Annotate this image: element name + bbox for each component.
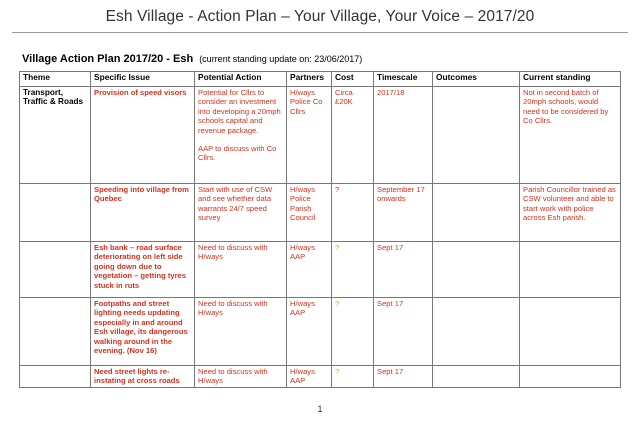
action-cell: Need to discuss with H/ways <box>195 242 287 298</box>
theme-cell <box>20 366 91 388</box>
action-text-secondary: AAP to discuss with Co Cllrs. <box>198 144 277 163</box>
table-row <box>20 366 621 388</box>
plan-subtitle <box>22 53 362 65</box>
outcomes-cell <box>433 184 520 242</box>
column-header: Cost <box>332 72 374 87</box>
action-cell: Need to discuss with H/ways <box>195 366 287 388</box>
table-header-row <box>20 72 621 87</box>
page-number: 1 <box>317 404 323 414</box>
cost-cell: ? <box>332 184 374 242</box>
timescale-cell: September 17 onwards <box>374 184 433 242</box>
partners-cell: H/ways Police Parish Council <box>287 184 332 242</box>
cost-cell: ? <box>332 242 374 298</box>
timescale-cell: Sept 17 <box>374 242 433 298</box>
update-note: (current standing update on: 23/06/2017) <box>199 54 363 64</box>
action-cell <box>195 87 287 184</box>
partners-cell: H/ways AAP <box>287 298 332 366</box>
column-header: Partners <box>287 72 332 87</box>
cost-cell: ? <box>332 298 374 366</box>
outcomes-cell <box>433 366 520 388</box>
cost-cell: Circa £20K <box>332 87 374 184</box>
timescale-cell: Sept 17 <box>374 298 433 366</box>
standing-cell: Parish Councillor trained as CSW volunteer and able to start work with police across Esh parish. <box>520 184 621 242</box>
document-title: Esh Village - Action Plan – Your Village, Your Voice – 2017/20 <box>105 8 535 25</box>
action-cell: Need to discuss with H/ways <box>195 298 287 366</box>
outcomes-cell <box>433 242 520 298</box>
action-text: Potential for Cllrs to consider an investment into developing a 20mph schools capital and revenue package. <box>198 88 281 135</box>
outcomes-cell <box>433 298 520 366</box>
plan-title: Village Action Plan 2017/20 - Esh <box>22 53 194 65</box>
partners-cell: H/ways AAP <box>287 366 332 388</box>
table-row <box>20 242 621 298</box>
standing-cell <box>520 366 621 388</box>
column-header: Potential Action <box>195 72 287 87</box>
issue-cell: Provision of speed visors <box>91 87 195 184</box>
theme-cell <box>20 298 91 366</box>
table-row <box>20 87 621 184</box>
theme-cell: Transport, Traffic & Roads <box>20 87 91 184</box>
standing-cell <box>520 242 621 298</box>
issue-cell: Footpaths and street lighting needs updating especially in and around Esh village, its dangerous walking around in the evening. (Nov 16) <box>91 298 195 366</box>
column-header: Outcomes <box>433 72 520 87</box>
issue-cell: Esh bank – road surface deteriorating on left side going down due to vegetation – getting tyres stuck in ruts <box>91 242 195 298</box>
timescale-cell: 2017/18 <box>374 87 433 184</box>
partners-cell: H/ways Police Co Cllrs <box>287 87 332 184</box>
standing-cell: Not in second batch of 20mph schools, would need to be considered by Co Cllrs. <box>520 87 621 184</box>
column-header: Theme <box>20 72 91 87</box>
issue-cell: Need street lights re-instating at cross roads <box>91 366 195 388</box>
standing-cell <box>520 298 621 366</box>
action-plan-table <box>19 71 621 388</box>
column-header: Specific Issue <box>91 72 195 87</box>
cost-cell: ? <box>332 366 374 388</box>
action-cell: Start with use of CSW and see whether data warrants 24/7 speed survey <box>195 184 287 242</box>
timescale-cell: Sept 17 <box>374 366 433 388</box>
theme-cell <box>20 242 91 298</box>
partners-cell: H/ways AAP <box>287 242 332 298</box>
issue-cell: Speeding into village from Quebec <box>91 184 195 242</box>
column-header: Current standing <box>520 72 621 87</box>
table-row <box>20 298 621 366</box>
outcomes-cell <box>433 87 520 184</box>
table-row <box>20 184 621 242</box>
theme-cell <box>20 184 91 242</box>
header-divider <box>12 32 628 33</box>
column-header: Timescale <box>374 72 433 87</box>
